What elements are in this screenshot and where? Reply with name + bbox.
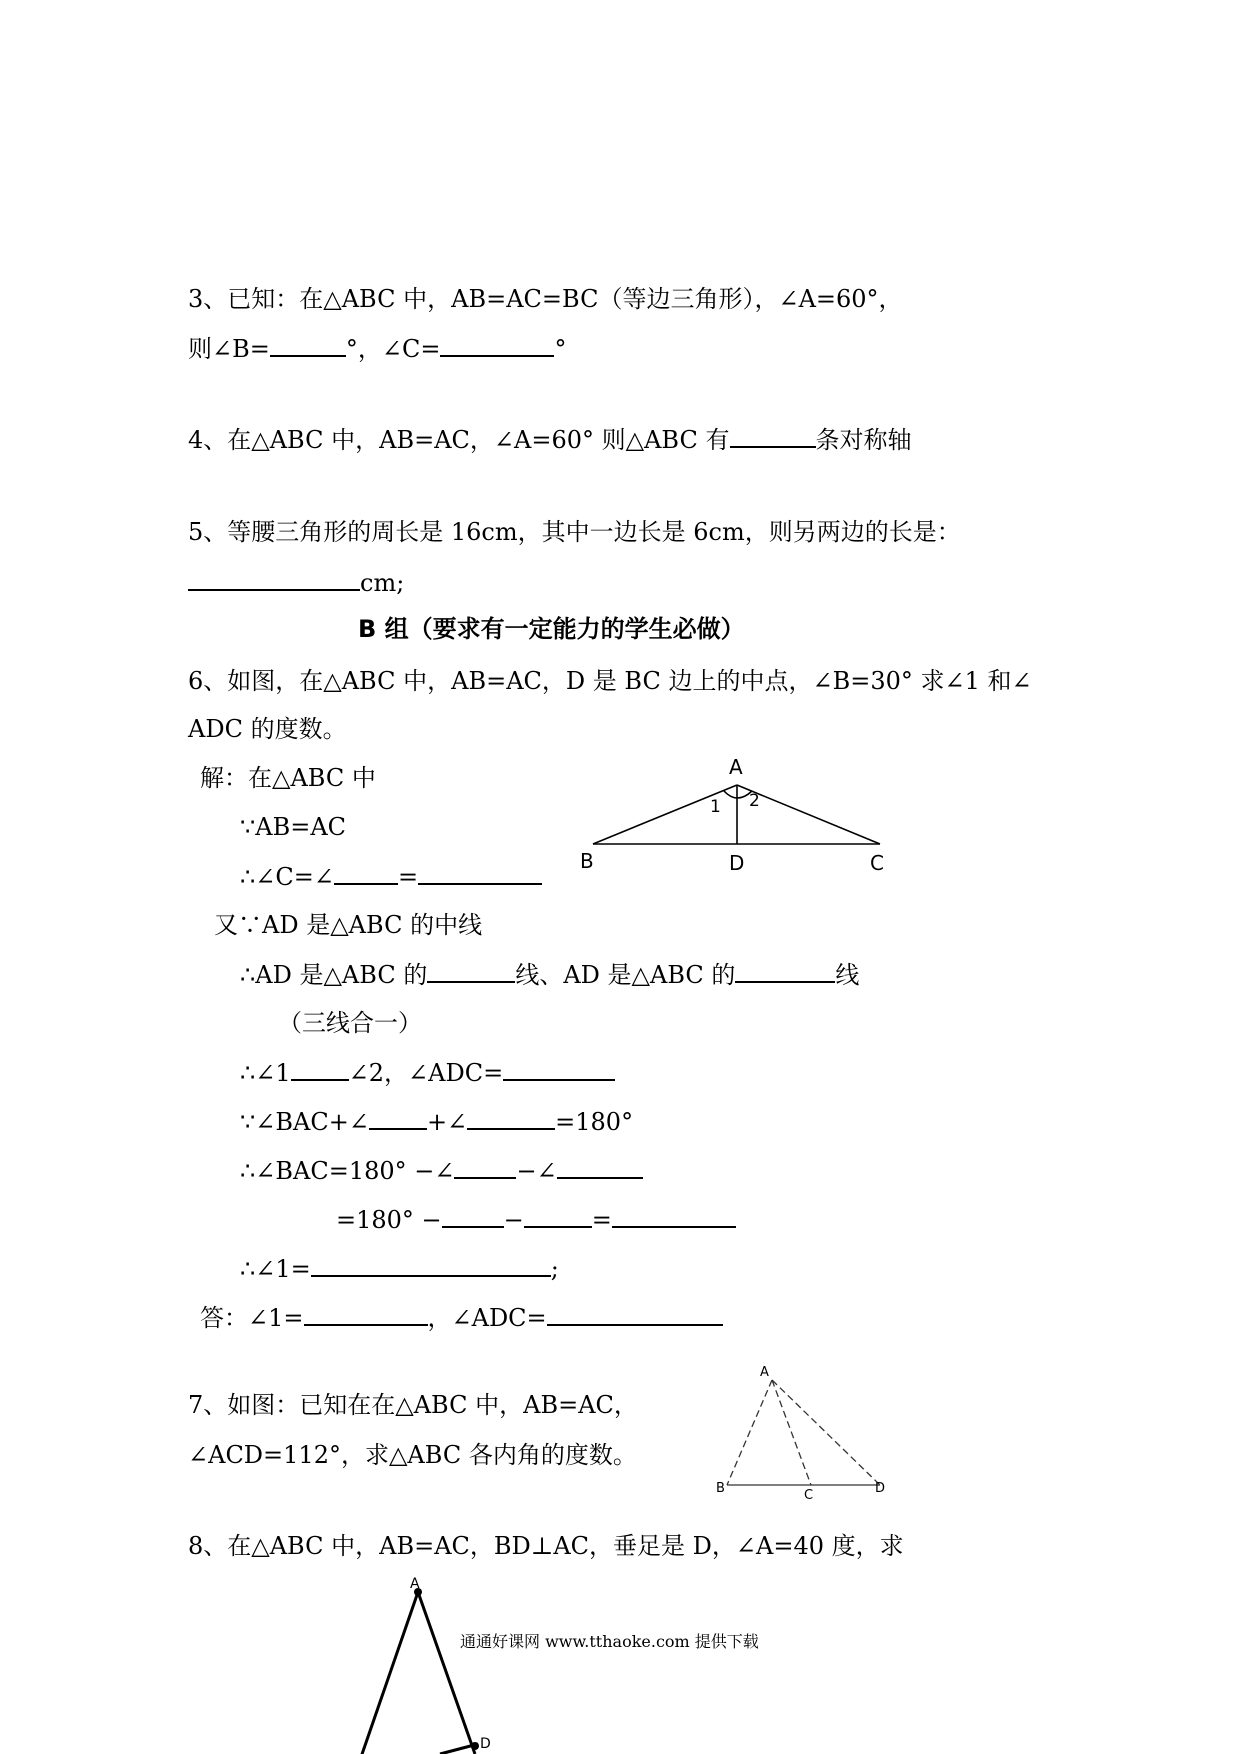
q6-sol1: 解：在△ABC 中 bbox=[200, 764, 376, 792]
q8-label-d: D bbox=[480, 1736, 491, 1752]
q6-sol2: ∵AB=AC bbox=[240, 813, 347, 841]
q6-label-b: B bbox=[580, 849, 594, 873]
q6-label-1: 1 bbox=[710, 797, 721, 817]
footer-source-note: 通通好课网 www.tthaoke.com 提供下载 bbox=[460, 1632, 759, 1651]
q6-sol5-a: ∴AD 是△ABC 的 bbox=[240, 961, 428, 989]
q6-line1: 6、如图，在△ABC 中，AB=AC，D 是 BC 边上的中点，∠B=30° 求∠1 和∠ bbox=[188, 667, 1032, 695]
q6-sol10-b: − bbox=[503, 1206, 524, 1234]
q6-sol7-b: ∠2，∠ADC= bbox=[348, 1059, 504, 1087]
q6-sol3-a: ∴∠C=∠ bbox=[240, 863, 334, 891]
q3-text-c: ° bbox=[554, 335, 567, 363]
q4-text-b: 条对称轴 bbox=[815, 426, 912, 454]
q6-sol11-a: ∴∠1= bbox=[240, 1255, 311, 1283]
q6-label-c: C bbox=[870, 851, 884, 875]
q3-text-a: 则∠B= bbox=[188, 335, 270, 363]
q6-sol4: 又∵AD 是△ABC 的中线 bbox=[214, 911, 483, 939]
q8-label-a: A bbox=[410, 1576, 420, 1592]
q7-line1: 7、如图：已知在在△ABC 中，AB=AC， bbox=[188, 1391, 638, 1419]
q7-label-b: B bbox=[716, 1481, 725, 1496]
q6-ans-a: 答：∠1= bbox=[200, 1304, 304, 1332]
q6-sol9-a: ∴∠BAC=180° −∠ bbox=[240, 1157, 455, 1185]
q6-sol9-b: −∠ bbox=[516, 1157, 557, 1185]
q5-line1: 5、等腰三角形的周长是 16cm，其中一边长是 6cm，则另两边的长是： bbox=[188, 518, 961, 546]
q6-sol10-c: = bbox=[591, 1206, 612, 1234]
q8-side-ab bbox=[360, 1592, 418, 1754]
q6-sol8-a: ∵∠BAC+∠ bbox=[240, 1108, 369, 1136]
q7-label-d: D bbox=[875, 1481, 886, 1496]
q6-sol10-a: =180° − bbox=[336, 1206, 442, 1234]
q8-side-ac bbox=[418, 1592, 475, 1754]
q4-text-a: 4、在△ABC 中，AB=AC，∠A=60° 则△ABC 有 bbox=[188, 426, 730, 454]
q7-label-c: C bbox=[804, 1488, 814, 1503]
q6-sol3-b: = bbox=[397, 863, 419, 891]
q8-point-d bbox=[471, 1742, 479, 1750]
q6-sol5-c: 线 bbox=[835, 961, 860, 989]
q6-label-d: D bbox=[729, 851, 745, 875]
q3-line1: 3、已知：在△ABC 中，AB=AC=BC（等边三角形），∠A=60°， bbox=[188, 285, 903, 313]
q6-sol6: （三线合一） bbox=[278, 1009, 422, 1037]
q3-text-b: °，∠C= bbox=[345, 335, 441, 363]
q6-label-2: 2 bbox=[749, 791, 760, 811]
q6-ans-b: ，∠ADC= bbox=[427, 1304, 547, 1332]
group-b-heading: B 组（要求有一定能力的学生必做） bbox=[358, 615, 745, 643]
q6-sol7-a: ∴∠1 bbox=[240, 1059, 291, 1087]
q6-sol8-b: +∠ bbox=[426, 1108, 468, 1136]
q6-label-a: A bbox=[729, 755, 743, 779]
q6-line2: ADC 的度数。 bbox=[188, 715, 347, 743]
q6-sol11-b: ; bbox=[550, 1255, 559, 1283]
q5-unit: cm; bbox=[360, 569, 405, 597]
q6-sol8-c: =180° bbox=[555, 1108, 634, 1136]
q6-sol5-b: 线、AD 是△ABC 的 bbox=[515, 961, 736, 989]
q8-line1: 8、在△ABC 中，AB=AC，BD⊥AC，垂足是 D，∠A=40 度，求 bbox=[188, 1532, 904, 1560]
q7-label-a: A bbox=[760, 1365, 769, 1380]
q7-line2: ∠ACD=112°，求△ABC 各内角的度数。 bbox=[188, 1441, 637, 1469]
